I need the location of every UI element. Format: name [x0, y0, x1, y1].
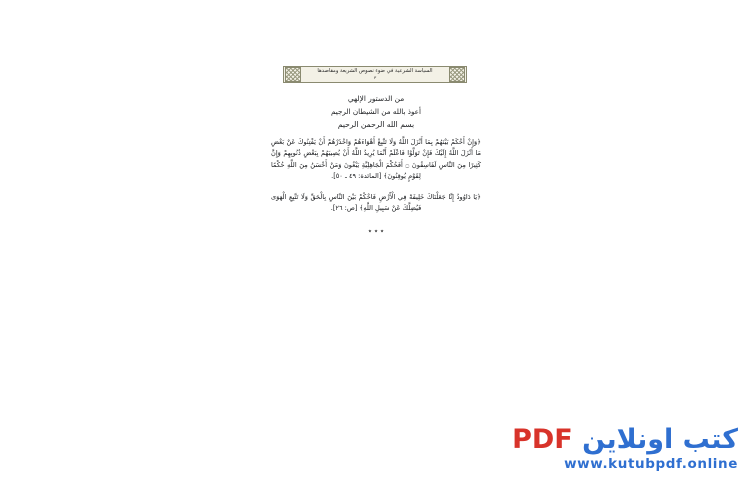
header-page-number: ٣ — [373, 75, 377, 81]
watermark-url: www.kutubpdf.online — [564, 456, 738, 472]
watermark-pdf-text: PDF — [512, 424, 573, 455]
basmala-line: بسم الله الرحمن الرحيم — [337, 120, 415, 129]
quran-verse-paragraph-2: ﴿يَا دَاوُودُ إِنَّا جَعَلْنَاكَ خَلِيفَةً فِي الْأَرْضِ فَاحْكُمْ بَيْنَ النَّاسِ بِالْحَقِّ وَلَا تَتَّبِعِ الْهَوَى فَيُضِلَّكَ عَنْ سَبِيلِ اللَّهِ﴾ [ص: ٢٦]. — [271, 192, 481, 213]
ornament-left-icon — [449, 67, 465, 82]
quran-verse-paragraph-1: ﴿وَإِنْ أَحْكَمْ بَيْنَهُمْ بِمَا أَنْزَلَ اللَّهُ وَلَا تَتَّبِعْ أَهْوَاءَهُمْ وَاحْذَرْهُمْ أَنْ يَفْتِنُوكَ عَنْ بَعْضِ مَا أَنْزَلَ اللَّهُ إِلَيْكَ فَإِنْ تَوَلَّوْا فَاعْلَمْ أَنَّمَا يُرِيدُ اللَّهُ أَنْ يُصِيبَهُمْ بِبَعْضِ ذُنُوبِهِمْ وَإِنَّ كَثِيرًا مِنَ النَّاسِ لَفَاسِقُونَ ۝ أَفَحُكْمَ الْجَاهِلِيَّةِ يَبْغُونَ وَمَنْ أَحْسَنُ مِنَ اللَّهِ حُكْمًا لِقَوْمٍ يُوقِنُونَ﴾ [المائدة: ٤٩ ـ ٥٠]. — [271, 138, 481, 181]
header-title-text: السياسة الشرعية في ضوء نصوص الشريعة ومقاصدها — [317, 67, 433, 74]
page-header-band — [283, 66, 467, 83]
section-title: من الدستور الإلهي — [347, 94, 405, 103]
watermark-arabic-text: كتب اونلاين — [582, 424, 738, 455]
istiaadha-line: أعوذ بالله من الشيطان الرجيم — [331, 107, 421, 116]
watermark — [488, 425, 738, 472]
watermark-title — [488, 425, 738, 455]
ornament-right-icon — [285, 67, 301, 82]
section-separator: ٭ ٭ ٭ — [368, 227, 384, 236]
document-body — [270, 92, 482, 235]
header-title — [302, 67, 448, 83]
